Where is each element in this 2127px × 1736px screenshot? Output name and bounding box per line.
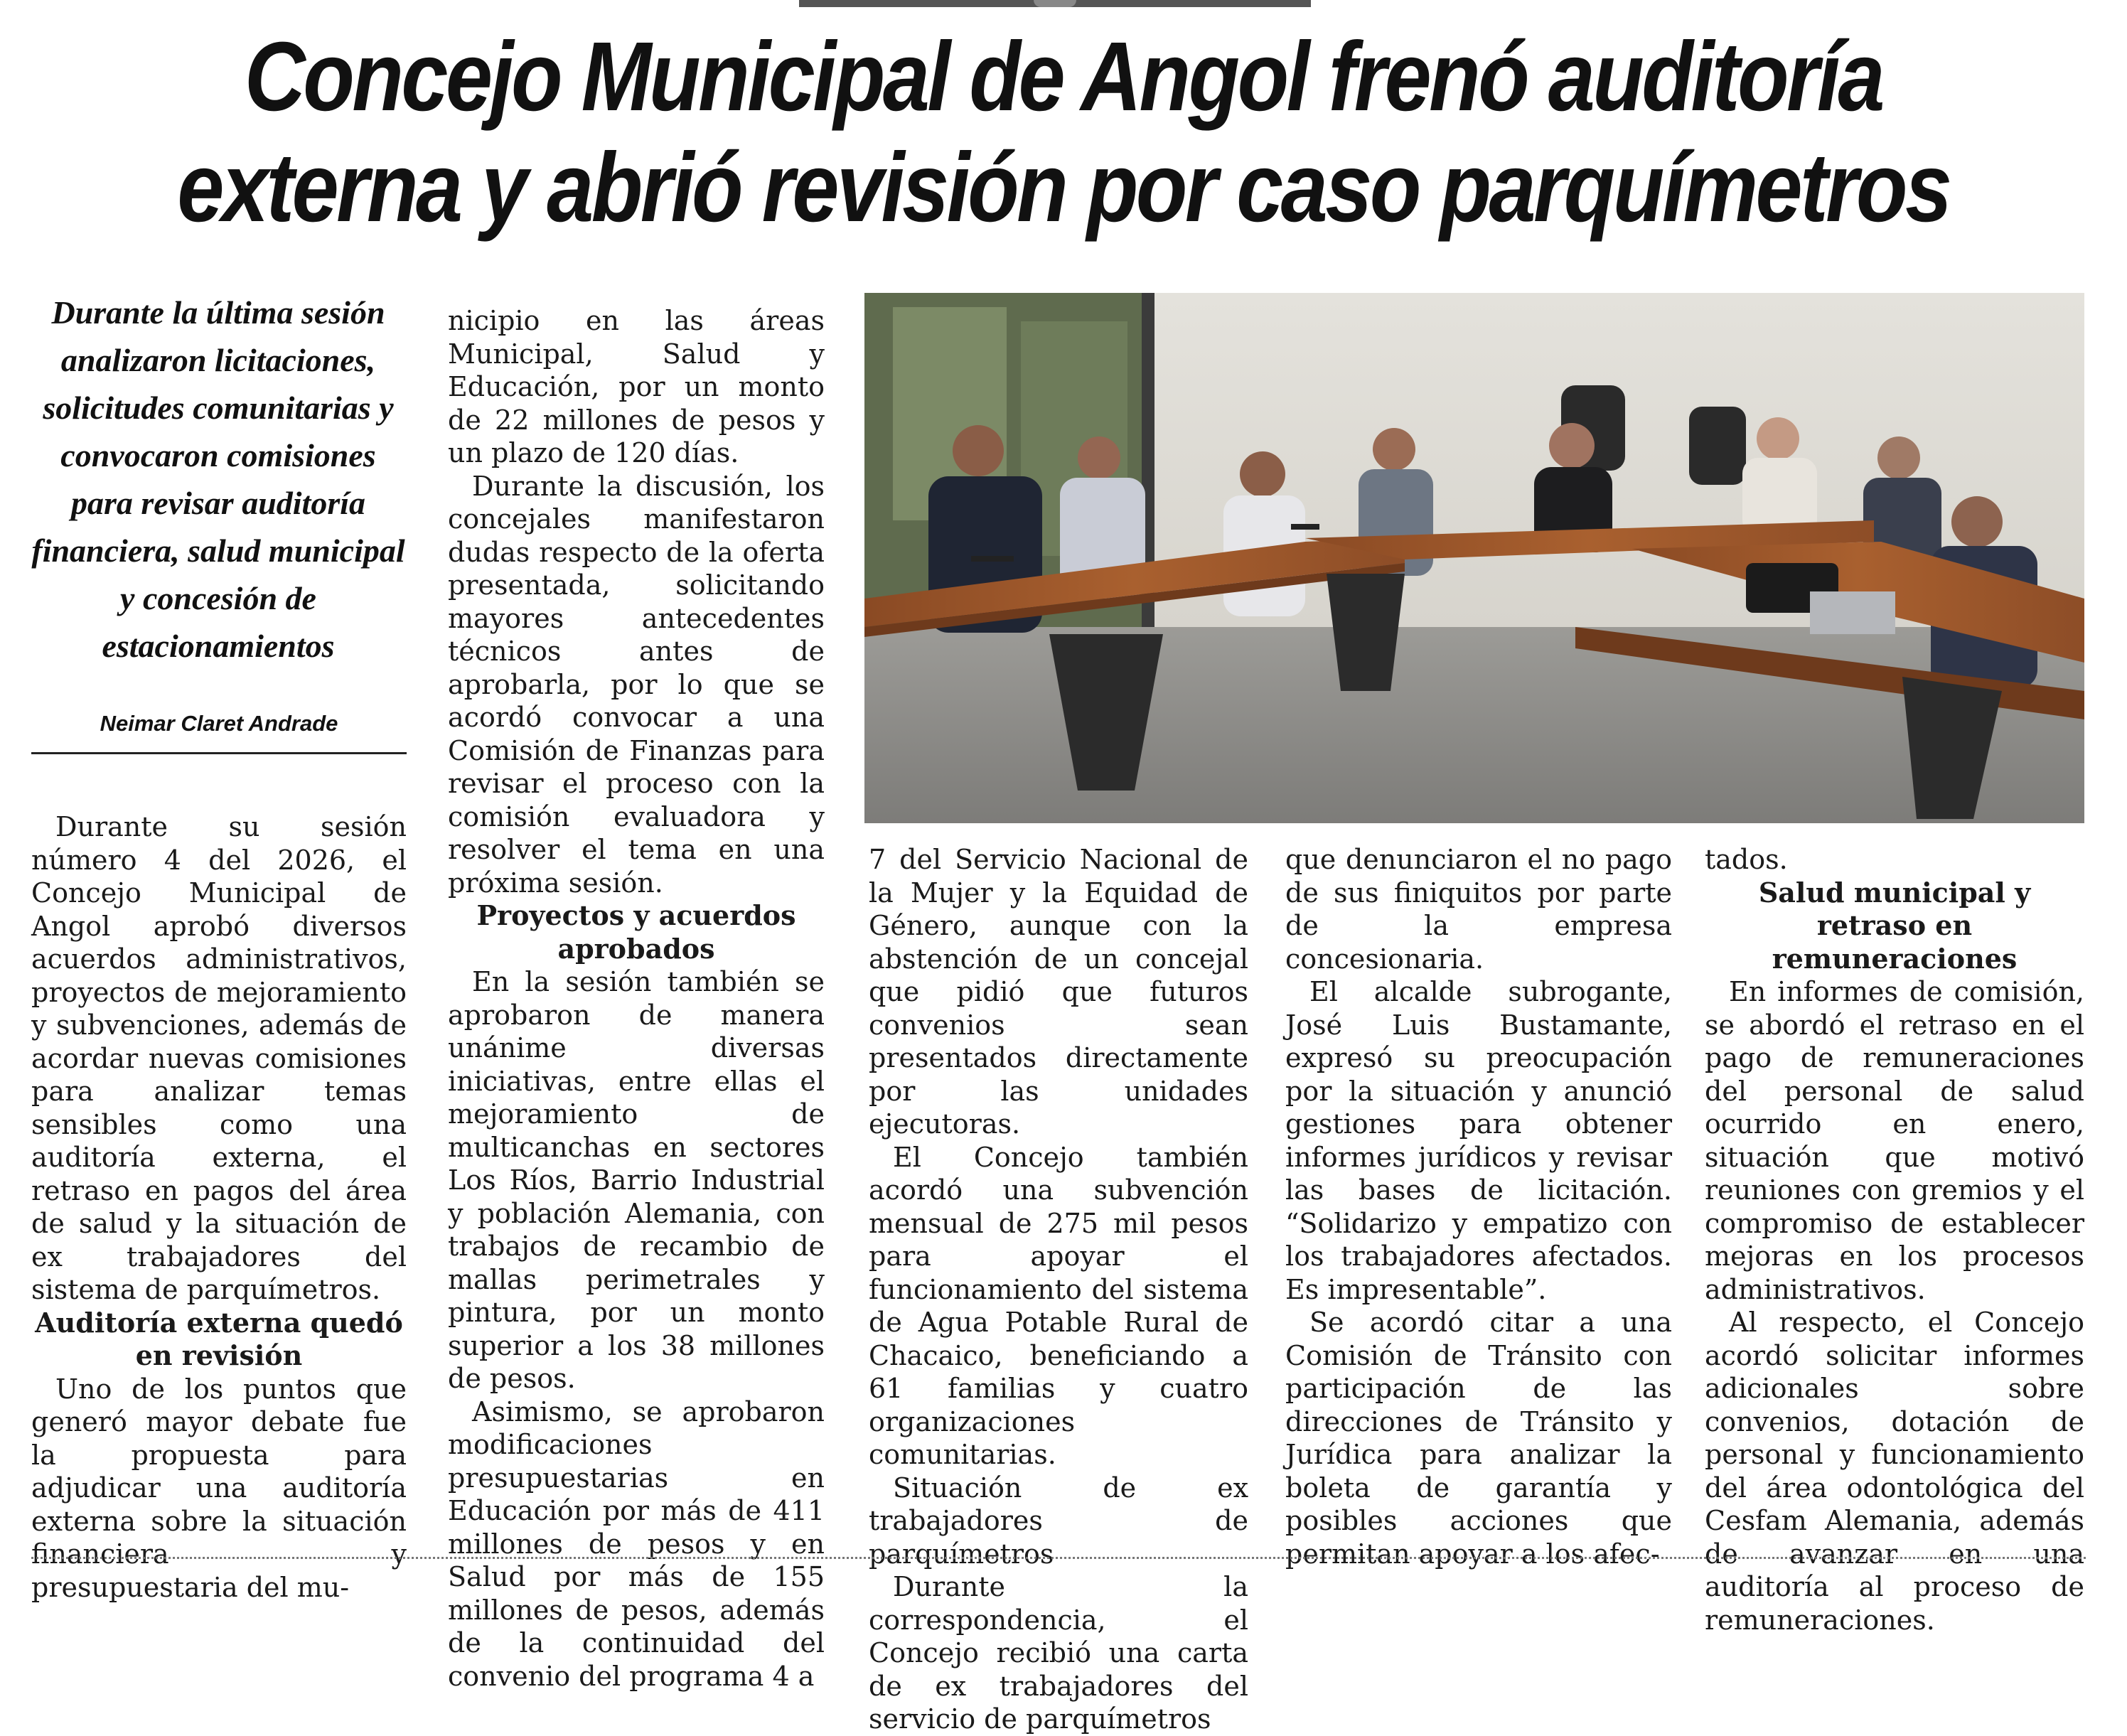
article-column-5 [1705,843,2084,1636]
paragraph-proyectos-2a: Asimismo, se aprobaron modificaciones presupuestarias en Educación por más de 411 millones de pesos y en Salud por más de 155 millones de pesos, además de la continuidad del convenio del programa 4 a [448,1395,825,1692]
article-column-2 [448,304,825,1693]
article-column-1 [31,810,407,1604]
subhead-proyectos: Proyectos y acuerdos aprobados [476,899,796,965]
subhead-parquimetros: Situación de ex trabajadores de parquímetros [869,1472,1248,1570]
council-session-illustration [864,293,2084,823]
headline-line-1: Concejo Municipal de Angol frenó auditoría [245,22,1882,132]
council-session-photo [864,293,2084,823]
subhead-salud: Salud municipal y retraso en remuneraciones [1758,876,2031,975]
paragraph-parquimetros-2: El alcalde subrogante, José Luis Bustamante, expresó su preocupación por la situación y anunció gestiones para obtener informes jurídicos y revisar las bases de licitación. “Solidarizo y empatizo con los trabajadores afectados. Es impresentable”. [1285,976,1672,1305]
paragraph-proyectos-1: En la sesión también se aprobaron de manera unánime diversas iniciativas, entre ellas el mejoramiento de multicanchas en sectores Los Ríos, Barrio Industrial y población Alemania, con trabajos de recambio de mallas perimetrales y pintura, por un monto superior a los 38 millones de pesos. [448,966,825,1394]
masthead-seal [1034,0,1076,7]
paragraph-auditoria-2: Durante la discusión, los concejales manifestaron dudas respecto de la oferta presentada, solicitando mayores antecedentes técnicos antes de aprobarla, por lo que se acordó convocar a una Comisión de Finanzas para revisar el proceso con la comisión evaluadora y resolver el tema en una próxima sesión. [448,470,825,899]
paragraph-proyectos-3: El Concejo también acordó una subvención mensual de 275 mil pesos para apoyar el funcionamiento del sistema de Agua Potable Rural de Chacaico, beneficiando a 61 familias y cuatro organizaciones comunitarias. [869,1141,1248,1470]
paragraph-intro: Durante su sesión número 4 del 2026, el Concejo Municipal de Angol aprobó diversos acuerdos administrativos, proyectos de mejoramiento y subvenciones, además de acordar nuevas comisiones para analizar temas sensibles como una auditoría externa, el retraso en pagos del área de salud y la situación de ex trabajadores del sistema de parquímetros. [31,811,407,1305]
headline [173,21,1954,243]
byline-rule [31,752,407,754]
byline: Neimar Claret Andrade [100,711,338,736]
paragraph-proyectos-2b: 7 del Servicio Nacional de la Mujer y la Equidad de Género, aunque con la abstención de un concejal que pidió que futuros convenios sean presentados directamente por las unidades ejecutoras. [869,844,1248,1140]
paragraph-parquimetros-1b: que denunciaron el no pago de sus finiquitos por parte de la empresa concesionaria. [1285,844,1672,975]
paragraph-parquimetros-3b: tados. [1705,844,1788,875]
subhead-auditoria: Auditoría externa quedó en revisión [35,1306,403,1371]
paragraph-auditoria-1a: Uno de los puntos que generó mayor debate fue la propuesta para adjudicar una auditoría externa sobre la situación financiera y presupuestaria del mu- [31,1373,407,1603]
paragraph-parquimetros-3a: Se acordó citar a una Comisión de Tránsito con participación de las direcciones de Tránsito y Jurídica para analizar la boleta de garantía y posibles acciones que permitan apoyar a los afec- [1285,1307,1672,1570]
headline-line-2: externa y abrió revisión por caso parquímetros [177,133,1950,242]
deck: Durante la última sesión analizaron licitaciones, solicitudes comunitarias y convocaron comisiones para revisar auditoría financiera, salud municipal y concesión de estacionamientos [31,294,405,664]
top-bar [799,0,1311,7]
paragraph-parquimetros-1a: Durante la correspondencia, el Concejo recibió una carta de ex trabajadores del servicio de parquímetros [869,1571,1248,1735]
paragraph-salud-2: Al respecto, el Concejo acordó solicitar informes adicionales sobre convenios, dotación de personal y funcionamiento del área odontológica del Cesfam Alemania, además de avanzar en una auditoría al proceso de remuneraciones. [1705,1307,2084,1636]
article-column-3 [869,843,1248,1736]
bottom-dotted-rule [31,1557,2086,1559]
paragraph-salud-1: En informes de comisión, se abordó el retraso en el pago de remuneraciones del personal de salud ocurrido en enero, situación que motivó reuniones con gremios y el compromiso de establecer mejoras en los procesos administrativos. [1705,976,2084,1305]
article-column-4 [1285,843,1672,1570]
paragraph-auditoria-1b: nicipio en las áreas Municipal, Salud y Educación, por un monto de 22 millones de pesos y un plazo de 120 días. [448,305,825,468]
